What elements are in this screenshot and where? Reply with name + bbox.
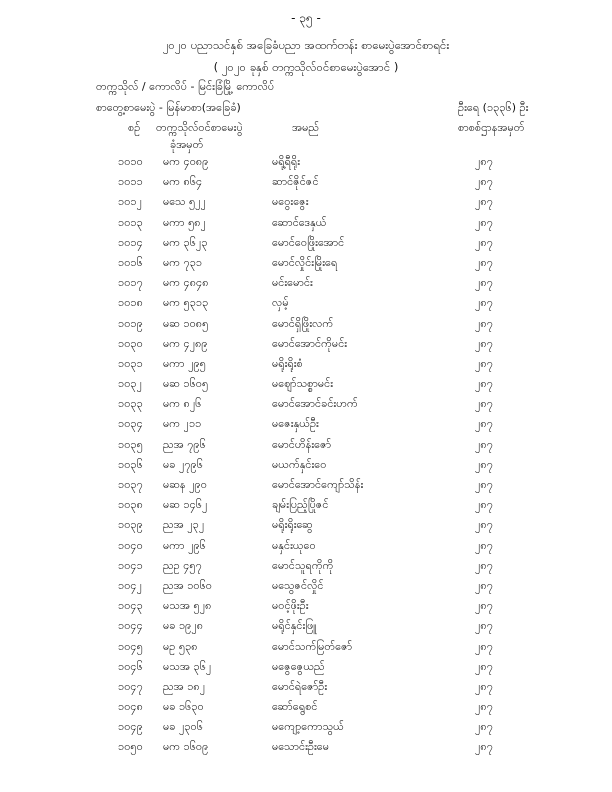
table-row [0, 720, 612, 740]
cell-center: ၂၈၇ [475, 215, 493, 229]
table-row [0, 660, 612, 680]
cell-roll: ညအ ၁၈၂ [163, 679, 206, 693]
cell-center: ၂၈၇ [475, 599, 493, 613]
cell-name: မရိုးရိုးဆွေ [272, 518, 313, 532]
cell-roll: မက ၂၁၁ [163, 417, 202, 431]
cell-roll: မက ၅၃၁၃ [163, 296, 209, 310]
table-row [0, 438, 612, 458]
cell-name: မောင်ဝေဖြိုးအောင် [272, 235, 345, 249]
cell-no: ၁၀၁၂ [118, 195, 142, 209]
cell-no: ၁၀၄၄ [118, 619, 143, 633]
cell-center: ၂၈၇ [475, 417, 493, 431]
cell-name: မင်းမောင်း [272, 276, 313, 290]
table-row [0, 458, 612, 478]
document-subtitle: ( ၂၀၂၀ ခုနှစ် တက္ကသိုလ်ဝင်စာမေးပွဲအောင် ) [213, 60, 399, 74]
table-row [0, 236, 612, 256]
cell-no: ၁၀၄၂ [118, 578, 142, 592]
cell-no: ၁၀၄၈ [118, 700, 143, 714]
cell-roll: မက ၇၃၁ [163, 255, 203, 269]
cell-no: ၁၀၃၅ [118, 437, 143, 451]
cell-center: ၂၈၇ [475, 659, 493, 673]
cell-name: မောင်သူရကိုကို [272, 558, 334, 572]
results-table [0, 155, 612, 761]
table-row [0, 195, 612, 215]
document-title: ၂၀၂၀ ပညာသင်နှစ် အခြေခံပညာ အထက်တန်း စာမေးပွဲအောင်စာရင်း [162, 38, 450, 52]
table-row [0, 175, 612, 195]
cell-roll: မဆ ၁၆၀၅ [163, 377, 209, 391]
table-row [0, 216, 612, 236]
cell-name: မောင်လှိုင်းမြိုးရေ [272, 255, 338, 269]
cell-center: ၂၈၇ [475, 639, 493, 653]
cell-center: ၂၈၇ [475, 518, 493, 532]
cell-roll: မခ ၂၃၀၆ [163, 720, 203, 734]
table-row [0, 559, 612, 579]
cell-no: ၁၀၄၅ [118, 639, 143, 653]
table-row [0, 377, 612, 397]
cell-no: ၁၀၄၀ [118, 538, 143, 552]
cell-center: ၂၈၇ [475, 336, 493, 350]
cell-no: ၁၀၁၁ [118, 175, 143, 189]
cell-roll: မကာ ၂၉၆ [163, 538, 206, 552]
table-row [0, 155, 612, 175]
table-row [0, 740, 612, 760]
cell-center: ၂၈၇ [475, 316, 493, 330]
cell-center: ၂၈၇ [475, 377, 493, 391]
table-row [0, 478, 612, 498]
cell-no: ၁၀၄၁ [118, 558, 143, 572]
cell-roll: မဆ ၁၀၈၅ [163, 316, 209, 330]
cell-center: ၂၈၇ [475, 356, 493, 370]
cell-roll: မက ၈၂၆ [163, 397, 202, 411]
cell-no: ၁၀၄၇ [118, 679, 143, 693]
block-line: စာတွေ့စာမေးပွဲ - မြန်မာစာ(အခြေခံ) [96, 101, 241, 114]
cell-roll: မက ၄၀၈၉ [163, 155, 209, 168]
cell-center: ၂၈၇ [475, 457, 493, 471]
cell-name: မဝွေးဇွေး [272, 195, 309, 209]
column-header-name: အမည် [292, 121, 320, 134]
cell-name: ဆာင်ဇိုင်ဇင် [272, 175, 319, 189]
cell-no: ၁၀၃၂ [118, 377, 142, 391]
cell-roll: မသအ ၃၆၂ [163, 659, 212, 673]
cell-name: ချမ်းပြည့်ပြိုဇင် [272, 498, 329, 512]
cell-name: မသောင်းဦးမေ [272, 740, 330, 754]
cell-name: မောင်ရှိဖြိုးလက် [272, 316, 334, 330]
cell-name: လှမ့် [272, 296, 289, 310]
cell-center: ၂၈၇ [475, 235, 493, 249]
cell-roll: မဥ ၅၃၈ [163, 639, 198, 653]
cell-no: ၁၀၅၀ [118, 740, 143, 754]
cell-name: မောင်အောင်ကိုမင်း [272, 336, 348, 350]
table-row [0, 256, 612, 276]
cell-name: မဝင့်ဖိုးဦး [272, 599, 309, 613]
table-row [0, 640, 612, 660]
table-row [0, 276, 612, 296]
cell-center: ၂၈၇ [475, 195, 493, 209]
cell-no: ၁၀၄၉ [118, 720, 143, 734]
table-row [0, 619, 612, 639]
cell-roll: ညအ ၇၉၆ [163, 437, 206, 451]
cell-name: မနှင်းယုဝေ [272, 538, 316, 552]
cell-roll: မကာ ၅၈၂ [163, 215, 206, 229]
cell-center: ၂၈၇ [475, 679, 493, 693]
cell-name: မောင်သက်မြတ်ဇော် [272, 639, 353, 653]
cell-name: မောင်ရဲဇော်ဦး [272, 679, 328, 693]
cell-no: ၁၀၃၃ [118, 397, 143, 411]
cell-name: မယက်နှင်းဝေ [272, 457, 327, 471]
cell-no: ၁၀၁၆ [118, 255, 143, 269]
cell-name: မဇွေဇွေယည် [272, 659, 325, 673]
cell-center: ၂၈၇ [475, 296, 493, 310]
table-row [0, 498, 612, 518]
region-line: တက္ကသိုလ် / ကောလိပ် - မြင်းခြံမြို့ ကောလိပ် [96, 80, 275, 93]
cell-no: ၁၀၄၃ [118, 599, 143, 613]
column-header-roll-2: ခုံအမှတ် [170, 138, 204, 151]
table-row [0, 417, 612, 437]
cell-roll: မခ ၁၆၃၀ [163, 700, 204, 714]
cell-no: ၁၀၁၇ [118, 276, 143, 290]
cell-center: ၂၈၇ [475, 538, 493, 552]
table-row [0, 317, 612, 337]
cell-name: မရို့ရီရိုး [272, 155, 301, 168]
cell-name: မရိုးရိုးစံ [272, 356, 303, 370]
count-label: ဦးရေ (၁၃၃၆) ဦး [458, 101, 529, 114]
cell-no: ၁၀၃၄ [118, 417, 143, 431]
cell-name: မကျော့ကောသွယ် [272, 720, 344, 734]
cell-center: ၂၈၇ [475, 255, 493, 269]
cell-roll: မက ၄၂၈၉ [163, 336, 208, 350]
table-row [0, 700, 612, 720]
cell-roll: ညဥ ၄၅၇ [163, 558, 202, 572]
cell-no: ၁၀၃၆ [118, 457, 143, 471]
column-header-no: စဉ် [128, 121, 141, 134]
cell-center: ၂၈၇ [475, 478, 493, 491]
table-row [0, 296, 612, 316]
cell-name: မောင်အောင်ခင်းဟက် [272, 397, 358, 411]
cell-no: ၁၀၁၉ [118, 316, 143, 330]
cell-center: ၂၈၇ [475, 498, 493, 512]
cell-center: ၂၈၇ [475, 720, 493, 734]
cell-no: ၁၀၃၁ [118, 356, 143, 370]
cell-roll: မက ၁၆၀၉ [163, 740, 209, 754]
table-row [0, 518, 612, 538]
cell-center: ၂၈၇ [475, 578, 493, 592]
cell-roll: မသအ ၅၂၈ [163, 599, 212, 613]
cell-no: ၁၀၃၈ [118, 498, 143, 512]
cell-no: ၁၀၃၀ [118, 336, 143, 350]
cell-name: မောင်ဟိန်းဇော် [272, 437, 332, 451]
cell-roll: မခ ၁၉၂၈ [163, 619, 204, 633]
cell-name: မောင်အောင်ကျော်သိန်း [272, 478, 364, 491]
cell-name: ဆော်ရွေစင် [272, 700, 318, 714]
cell-no: ၁၀၁၃ [118, 215, 143, 229]
table-row [0, 397, 612, 417]
cell-name: မဈော်သစ္စာမင်း [272, 377, 334, 391]
cell-center: ၂၈၇ [475, 276, 493, 290]
cell-roll: မဆ ၁၄၆၂ [163, 498, 208, 512]
table-row [0, 539, 612, 559]
cell-roll: မဆန ၂၉၀ [163, 478, 207, 491]
cell-no: ၁၀၁၄ [118, 235, 143, 249]
cell-roll: မက ၄၈၄၈ [163, 276, 209, 290]
cell-name: ဆောင်ဒေနှယ် [272, 215, 327, 229]
cell-center: ၂၈၇ [475, 155, 493, 168]
cell-center: ၂၈၇ [475, 397, 493, 411]
cell-no: ၁၀၃၇ [118, 478, 143, 491]
cell-roll: မက ၃၆၂၃ [163, 235, 208, 249]
cell-roll: မသေ ၅၂၂ [163, 195, 206, 209]
cell-name: မရိုင်နှင်းဖြူ [272, 619, 317, 633]
table-row [0, 337, 612, 357]
page-number: - ၃၅ - [291, 11, 321, 25]
cell-center: ၂၈၇ [475, 175, 493, 189]
cell-center: ၂၈၇ [475, 700, 493, 714]
cell-no: ၁၀၁၈ [118, 296, 143, 310]
cell-roll: မခ ၂၇၉၆ [163, 457, 203, 471]
cell-roll: ညအ ၁၀၆၀ [163, 578, 212, 592]
cell-name: မသွေဇင်လှိုင် [272, 578, 324, 592]
column-header-center: စာစစ်ဌာနအမှတ် [458, 121, 525, 134]
column-header-roll: တက္ကသိုလ်ဝင်စာမေးပွဲ [156, 121, 243, 134]
cell-roll: မက ၈၆၄ [163, 175, 203, 189]
cell-roll: ညအ ၂၃၂ [163, 518, 205, 532]
cell-center: ၂၈၇ [475, 437, 493, 451]
cell-center: ၂၈၇ [475, 558, 493, 572]
cell-center: ၂၈၇ [475, 740, 493, 754]
cell-no: ၁၀၃၉ [118, 518, 143, 532]
cell-no: ၁၀၁၀ [118, 155, 143, 168]
table-row [0, 357, 612, 377]
table-row [0, 599, 612, 619]
cell-no: ၁၀၄၆ [118, 659, 143, 673]
table-row [0, 579, 612, 599]
cell-roll: မကာ ၂၉၅ [163, 356, 206, 370]
cell-name: မဇေးနှယ်ဦး [272, 417, 319, 431]
cell-center: ၂၈၇ [475, 619, 493, 633]
table-row [0, 680, 612, 700]
